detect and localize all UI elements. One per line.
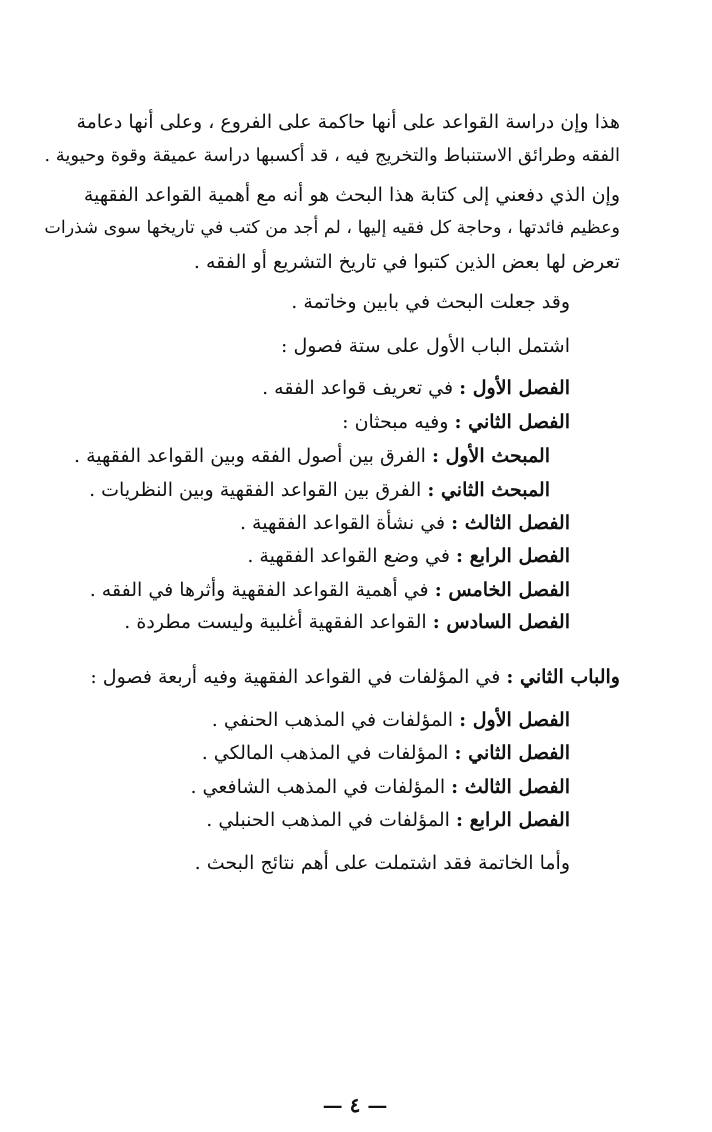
chapter-label: الفصل الثاني : (454, 742, 570, 764)
part-1-section-1 (74, 441, 550, 471)
chapter-text: المؤلفات في المذهب المالكي . (201, 742, 455, 764)
chapter-label: الفصل السادس : (432, 611, 570, 633)
section-label: المبحث الأول : (431, 445, 550, 467)
paragraph-2-line-2: وعظيم فائدتها ، وحاجة كل فقيه إليها ، لم أجد من كتب في تاريخها سوى شذرات (44, 218, 620, 238)
part-2-intro (90, 662, 620, 692)
chapter-text: في تعريف قواعد الفقه . (262, 377, 460, 399)
chapter-text: في أهمية القواعد الفقهية وأثرها في الفقه . (89, 579, 435, 601)
part-2-chapter-2 (202, 738, 570, 768)
chapter-text: وفيه مبحثان : (342, 411, 455, 433)
part-1-chapter-2 (342, 407, 570, 437)
part-label: والباب الثاني : (506, 666, 620, 688)
chapter-label: الفصل الرابع : (455, 545, 570, 567)
paragraph-2-line-3: تعرض لها بعض الذين كتبوا في تاريخ التشريع أو الفقه . (193, 251, 620, 273)
section-text: الفرق بين أصول الفقه وبين القواعد الفقهية . (73, 445, 432, 467)
section-text: الفرق بين القواعد الفقهية وبين النظريات . (89, 479, 428, 501)
conclusion: وأما الخاتمة فقد اشتملت على أهم نتائج البحث . (194, 852, 570, 874)
part-2-chapter-1 (212, 705, 570, 735)
part-1-chapter-6 (124, 607, 570, 637)
chapter-text: القواعد الفقهية أغلبية وليست مطردة . (124, 611, 433, 633)
chapter-label: الفصل الرابع : (455, 809, 570, 831)
section-label: المبحث الثاني : (427, 479, 550, 501)
part-1-section-2 (89, 475, 550, 505)
chapter-text: في وضع القواعد الفقهية . (247, 545, 456, 567)
chapter-label: الفصل الأول : (459, 709, 570, 731)
chapter-text: المؤلفات في المذهب الحنفي . (211, 709, 460, 731)
chapter-label: الفصل الثاني : (454, 411, 570, 433)
part-1-chapter-3 (240, 508, 570, 538)
chapter-text: في نشأة القواعد الفقهية . (239, 512, 452, 534)
chapter-label: الفصل الثالث : (451, 512, 570, 534)
part-1-chapter-5 (90, 575, 570, 605)
part-1-chapter-4 (247, 541, 570, 571)
part-text: في المؤلفات في القواعد الفقهية وفيه أربعة فصول : (90, 666, 507, 688)
part-1-intro: اشتمل الباب الأول على ستة فصول : (281, 335, 570, 357)
chapter-label: الفصل الثالث : (451, 776, 570, 798)
chapter-text: المؤلفات في المذهب الشافعي . (190, 776, 452, 798)
chapter-text: المؤلفات في المذهب الحنبلي . (206, 809, 456, 831)
part-1-chapter-1 (262, 373, 570, 403)
chapter-label: الفصل الأول : (459, 377, 570, 399)
paragraph-1-line-1: هذا وإن دراسة القواعد على أنها حاكمة على الفروع ، وعلى أنها دعامة (76, 111, 620, 133)
paragraph-2-line-1: وإن الذي دفعني إلى كتابة هذا البحث هو أنه مع أهمية القواعد الفقهية (83, 184, 620, 206)
paragraph-1-line-2: الفقه وطرائق الاستنباط والتخريج فيه ، قد أكسبها دراسة عميقة وقوة وحيوية . (44, 145, 620, 166)
part-2-chapter-3 (190, 772, 570, 802)
paragraph-3: وقد جعلت البحث في بابين وخاتمة . (291, 291, 570, 313)
part-2-chapter-4 (206, 805, 570, 835)
chapter-label: الفصل الخامس : (434, 579, 570, 601)
page-number: — ٤ — (322, 1093, 388, 1117)
